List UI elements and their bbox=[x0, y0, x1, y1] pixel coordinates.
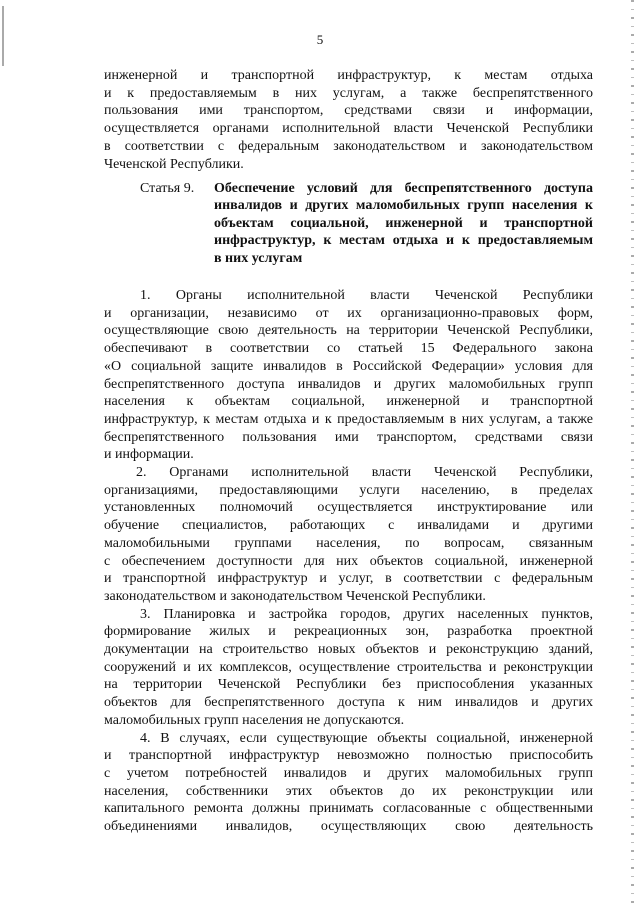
text-line: на территории Чеченской Республики без приспособления указанных bbox=[104, 677, 593, 693]
text-line: сооружений и их комплексов, осуществление строительства и реконструкции bbox=[104, 659, 593, 675]
text-line: населения, собственники этих объектов до их реконструкции или bbox=[104, 783, 593, 799]
text-line: Чеченской Республики. bbox=[104, 156, 244, 172]
text-line: законодательством и законодательством Чеченской Республики. bbox=[104, 588, 486, 604]
text-line: «О социальной защите инвалидов в Российской Федерации» условия для bbox=[104, 358, 593, 374]
text-line: 4. В случаях, если существующие объекты социальной, инженерной bbox=[140, 730, 593, 746]
text-line: осуществляется органами исполнительной власти Чеченской Республики bbox=[104, 121, 593, 137]
text-line: организациями, предоставляющими услуги населению, в пределах bbox=[104, 482, 593, 498]
text-line: документации на строительство новых объектов и реконструкцию зданий, bbox=[104, 642, 593, 658]
text-line: в соответствии с федеральным законодательством и законодательством bbox=[104, 138, 593, 154]
text-line: и организации, независимо от их организационно-правовых форм, bbox=[104, 305, 593, 321]
text-line: объектов для беспрепятственного доступа к ним инвалидов и других bbox=[104, 695, 593, 711]
text-line: инфраструктур, к местам отдыха и к предоставляемым в них услугам, а также bbox=[104, 411, 593, 427]
text-line: маломобильными группами населения, по вопросам, связанным bbox=[104, 535, 593, 551]
text-line: формирование жилых и рекреационных зон, разработка проектной bbox=[104, 624, 593, 640]
article-number: Статья 9. bbox=[140, 181, 195, 196]
text-line: пользования ими транспортом, средствами связи и информации, bbox=[104, 103, 593, 119]
text-line: инженерной и транспортной инфраструктур, к местам отдыха bbox=[104, 68, 593, 83]
title-line: объектам социальной, инженерной и транспортной bbox=[214, 215, 593, 231]
article-body bbox=[104, 287, 593, 836]
text-line: населения к объектам социальной, инженерной и транспортной bbox=[104, 394, 593, 410]
text-line: 3. Планировка и застройка городов, других населенных пунктов, bbox=[140, 606, 593, 622]
text-line: и транспортной инфраструктур невозможно полностью приспособить bbox=[104, 748, 593, 764]
text-line: обучение специалистов, работающих с инвалидами и другими bbox=[104, 518, 593, 534]
text-line: с учетом потребностей инвалидов и других маломобильных групп bbox=[104, 765, 593, 781]
text-line: установленных полномочий осуществляется инструктирование или bbox=[104, 500, 593, 516]
intro-paragraph bbox=[104, 67, 593, 173]
text-line: объединениями инвалидов, осуществляющих свою деятельность bbox=[104, 819, 593, 835]
title-line: Обеспечение условий для беспрепятственного доступа bbox=[214, 181, 593, 196]
text-line: и транспортной инфраструктур и услуг, в соответствии с федеральным bbox=[104, 571, 593, 587]
text-line: беспрепятственного доступа инвалидов и других маломобильных групп bbox=[104, 376, 593, 392]
article-title bbox=[214, 180, 593, 267]
title-line: в них услугам bbox=[214, 250, 303, 266]
text-line: обеспечивают в соответствии со статьей 15 Федерального закона bbox=[104, 341, 593, 357]
text-line: и к предоставляемым в них услугам, а также беспрепятственного bbox=[104, 85, 593, 101]
text-line: с обеспечением доступности для них объектов социальной, инженерной bbox=[104, 553, 593, 569]
text-line: и информации. bbox=[104, 447, 194, 463]
text-line: осуществляющие свою деятельность на территории Чеченской Республики, bbox=[104, 323, 593, 339]
page-number: 5 bbox=[316, 32, 324, 47]
title-line: инфраструктур, к местам отдыха и к предоставляемым bbox=[214, 233, 593, 249]
text-line: капитального ремонта должны принимать согласованные с общественными bbox=[104, 801, 593, 817]
text-line: 1. Органы исполнительной власти Чеченской Республики bbox=[140, 288, 593, 303]
text-line: беспрепятственного пользования ими транспортом, средствами связи bbox=[104, 429, 593, 445]
text-line: 2. Органами исполнительной власти Чеченской Республики, bbox=[136, 465, 593, 481]
text-line: маломобильных групп населения не допускаются. bbox=[104, 712, 405, 728]
title-line: инвалидов и других маломобильных групп населения к bbox=[214, 198, 593, 214]
scan-edge-artifact bbox=[631, 0, 634, 905]
